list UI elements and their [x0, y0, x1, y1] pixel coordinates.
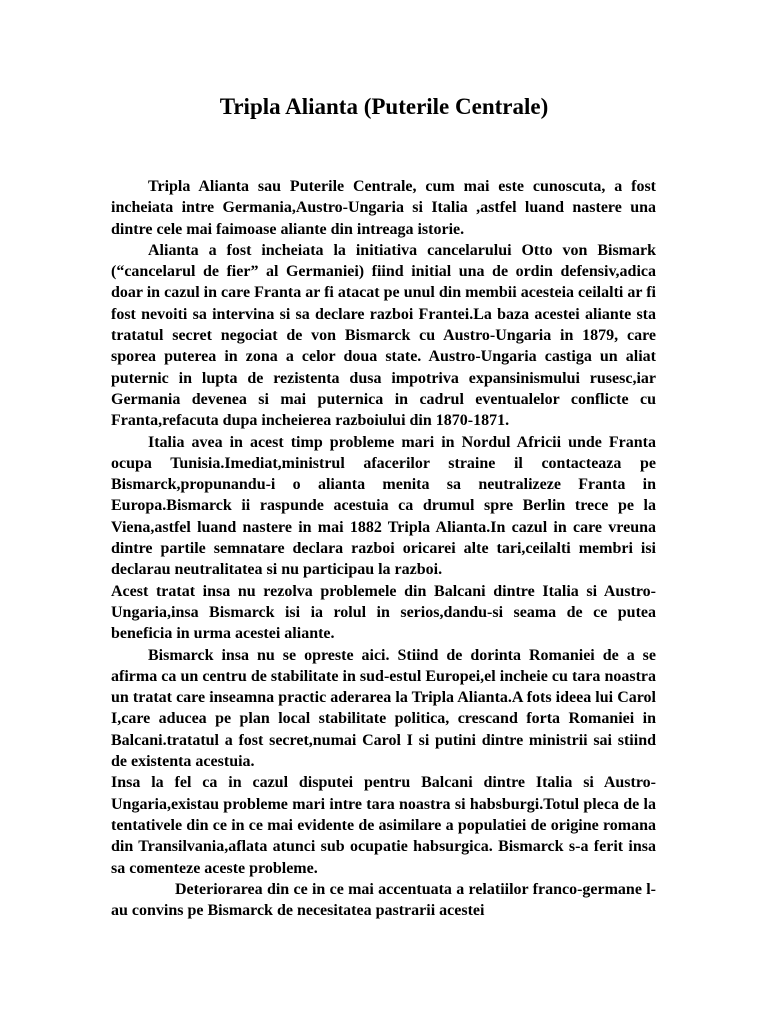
paragraph-2: Alianta a fost incheiata la initiativa cancelarului Otto von Bismark (“cancelarul de fier” al Germaniei) fiind initial una de ordin defensiv,adica doar in cazul in care Franta ar fi atacat pe unul din membii acesteia ceilalti ar fi fost nevoiti sa intervina si sa declare razboi Frantei.La baza acestei aliante sta tratatul secret negociat de von Bismarck cu Austro-Ungaria in 1879, care sporea puterea in zona a celor doua state. Austro-Ungaria castiga un aliat puternic in lupta de rezistenta dusa impotriva expansinismului rusesc,iar Germania devenea si mai puternica in cadrul eventualelor conflicte cu Franta,refacuta dupa incheierea razboiului din 1870-1871.	[111, 241, 656, 430]
paragraph-3: Italia avea in acest timp probleme mari in Nordul Africii unde Franta ocupa Tunisia.Imediat,ministrul afacerilor straine il contacteaza pe Bismarck,propunandu-i o alianta menita sa neutralizeze Franta in Europa.Bismarck ii raspunde acestuia ca drumul spre Berlin trece pe la Viena,astfel luand nastere in mai 1882 Tripla Alianta.In cazul in care vreuna dintre partile semnatare declara razboi oricarei alte tari,ceilalti membri isi declarau neutralitatea si nu participau la razboi.	[111, 433, 656, 579]
paragraph-7: Deteriorarea din ce in ce mai accentuata a relatiilor franco-germane l-au convins pe Bismarck de necesitatea pastrarii acestei	[111, 880, 656, 920]
paragraph-4: Acest tratat insa nu rezolva problemele din Balcani dintre Italia si Austro-Ungaria,insa Bismarck isi ia rolul in serios,dandu-si seama de ce putea beneficia in urma acestei aliante.	[111, 582, 656, 643]
page-title: Tripla Alianta (Puterile Centrale)	[219, 94, 549, 119]
document-body	[111, 176, 656, 921]
paragraph-1: Tripla Alianta sau Puterile Centrale, cum mai este cunoscuta, a fost incheiata intre Germania,Austro-Ungaria si Italia ,astfel luand nastere una dintre cele mai faimoase aliante din intreaga istorie.	[111, 178, 656, 238]
paragraph-6: Insa la fel ca in cazul disputei pentru Balcani dintre Italia si Austro-Ungaria,existau probleme mari intre tara noastra si habsburgi.Totul pleca de la tentativele din ce in ce mai evidente de asimilare a populatiei de origine romana din Transilvania,aflata atunci sub ocupatie habsurgica. Bismarck s-a ferit insa sa comenteze aceste probleme.	[111, 774, 656, 877]
paragraph-5: Bismarck insa nu se opreste aici. Stiind de dorinta Romaniei de a se afirma ca un centru de stabilitate in sud-estul Europei,el incheie cu tara noastra un tratat care inseamna practic aderarea la Tripla Alianta.A fots ideea lui Carol I,care aducea pe plan local stabilitate politica, crescand forta Romaniei in Balcani.tratatul a fost secret,numai Carol I si putini dintre ministrii sai stiind de existenta acestuia.	[111, 646, 656, 771]
